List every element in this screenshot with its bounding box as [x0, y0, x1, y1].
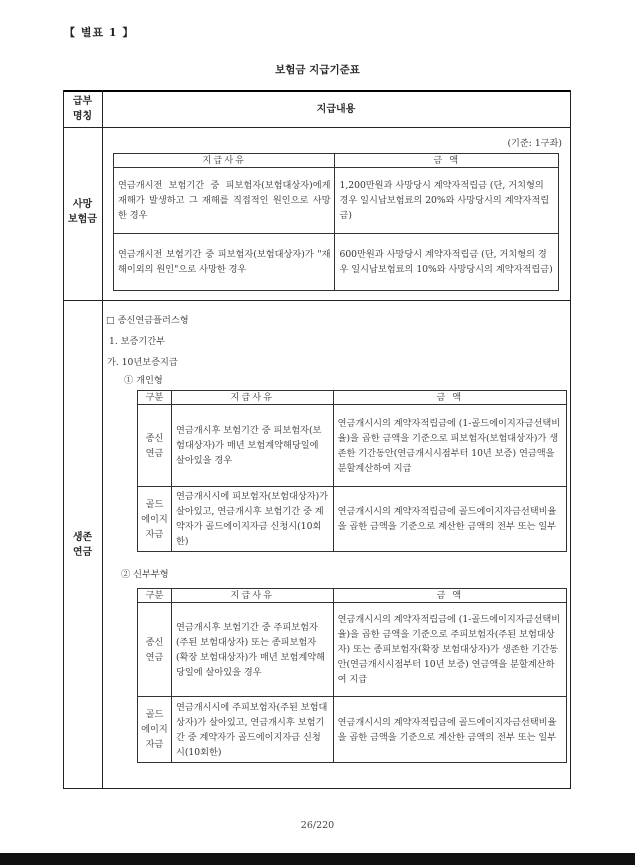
ind-type-lifetime: 종신 연금 — [138, 405, 172, 487]
individual-type-table — [137, 390, 567, 552]
death-benefit-label: 사망 보험금 — [68, 199, 97, 225]
ind-amount-lifetime: 연금개시시의 계약자적립금에 (1-골드에이지자금선택비율)을 곱한 금액을 기준으로 피보험자(보험대상자)가 생존한 기간동안(연금개시시점부터 10년 보증) 연금액을 분할계산하여 지급 — [333, 405, 566, 487]
cpl-col-header-type: 구분 — [138, 589, 172, 603]
column-divider — [102, 90, 103, 789]
death-reason-accident: 연금개시전 보험기간 중 피보험자(보험대상자)에게 재해가 발생하고 그 재해를 직접적인 원인으로 사망한 경우 — [114, 168, 335, 234]
ind-type-gold-age: 골드 에이지 자금 — [138, 487, 172, 552]
annex-label: 【 별표 1 】 — [64, 26, 135, 39]
basis-note: (기준: 1구좌) — [507, 138, 562, 149]
death-benefit-table — [113, 153, 559, 291]
cpl-amount-lifetime: 연금개시시의 계약자적립금에 (1-골드에이지자금선택비율)을 곱한 금액을 기준으로 주피보험자(주된 보험대상자) 또는 종피보험자(확장 보험대상자)가 생존한 기간동안(연금개시시점부터 10년 보증) 연금액을 분할계산하여 지급 — [333, 603, 566, 697]
header-divider — [63, 127, 571, 128]
table-right-border — [570, 90, 571, 789]
table-left-border — [63, 90, 64, 789]
ind-col-header-reason: 지급사유 — [171, 391, 333, 405]
document-title: 보험금 지급기준표 — [275, 64, 360, 76]
ind-reason-lifetime: 연금개시후 보험기간 중 피보험자(보험대상자)가 매년 보험계약해당일에 살아있을 경우 — [171, 405, 333, 487]
death-reason-non-accident: 연금개시전 보험기간 중 피보험자(보험대상자)가 "재해이외의 원인"으로 사망한 경우 — [114, 234, 335, 291]
product-name: □ 종신연금플러스형 — [106, 315, 189, 326]
table-bottom-border — [63, 788, 571, 789]
section-divider — [63, 300, 571, 301]
individual-type-title: ① 개인형 — [124, 375, 163, 386]
couple-type-table — [137, 588, 567, 763]
cpl-reason-lifetime: 연금개시후 보험기간 중 주피보험자(주된 보험대상자) 또는 종피보험자(확장 보험대상자)가 매년 보험계약해당일에 살아있을 경우 — [171, 603, 333, 697]
ind-amount-gold-age: 연금개시시의 계약자적립금에 골드에이지자금선택비율을 곱한 금액을 기준으로 계산한 금액의 전부 또는 일부 — [333, 487, 566, 552]
cpl-type-lifetime: 종신 연금 — [138, 603, 172, 697]
cpl-col-header-reason: 지급사유 — [171, 589, 333, 603]
ind-reason-gold-age: 연금개시시에 피보험자(보험대상자)가 살아있고, 연금개시후 보험기간 중 계약자가 골드에이지자금 신청시(10회한) — [171, 487, 333, 552]
cpl-type-gold-age: 골드 에이지 자금 — [138, 697, 172, 763]
cpl-amount-gold-age: 연금개시시의 계약자적립금에 골드에이지자금선택비율을 곱한 금액을 기준으로 계산한 금액의 전부 또는 일부 — [333, 697, 566, 763]
header-payment-details: 지급내용 — [316, 104, 356, 115]
ind-col-header-amount: 금 액 — [333, 391, 566, 405]
page-number: 26/220 — [300, 820, 335, 831]
couple-type-title: ② 신부부형 — [121, 569, 169, 580]
section-guaranteed-period: 1. 보증기간부 — [109, 336, 166, 347]
survival-pension-label: 생존 연금 — [72, 532, 93, 558]
death-amount-non-accident: 600만원과 사망당시 계약자적립금 (단, 거치형의 경우 일시납보험료의 10%와 사망당시의 계약자적립금) — [335, 234, 559, 291]
col-header-amount: 금 액 — [335, 154, 559, 168]
col-header-reason: 지급사유 — [114, 154, 335, 168]
cpl-col-header-amount: 금 액 — [333, 589, 566, 603]
table-top-border — [63, 90, 571, 92]
header-benefit-name: 급부 명칭 — [72, 96, 93, 122]
ind-col-header-type: 구분 — [138, 391, 172, 405]
section-10yr-guarantee: 가. 10년보증지급 — [107, 357, 178, 368]
death-amount-accident: 1,200만원과 사망당시 계약자적립금 (단, 거치형의 경우 일시납보험료의 20%와 사망당시의 계약자적립금) — [335, 168, 559, 234]
bottom-bar — [0, 853, 635, 865]
cpl-reason-gold-age: 연금개시시에 주피보험자(주된 보험대상자)가 살아있고, 연금개시후 보험기간 중 계약자가 골드에이지자금 신청시(10회한) — [171, 697, 333, 763]
